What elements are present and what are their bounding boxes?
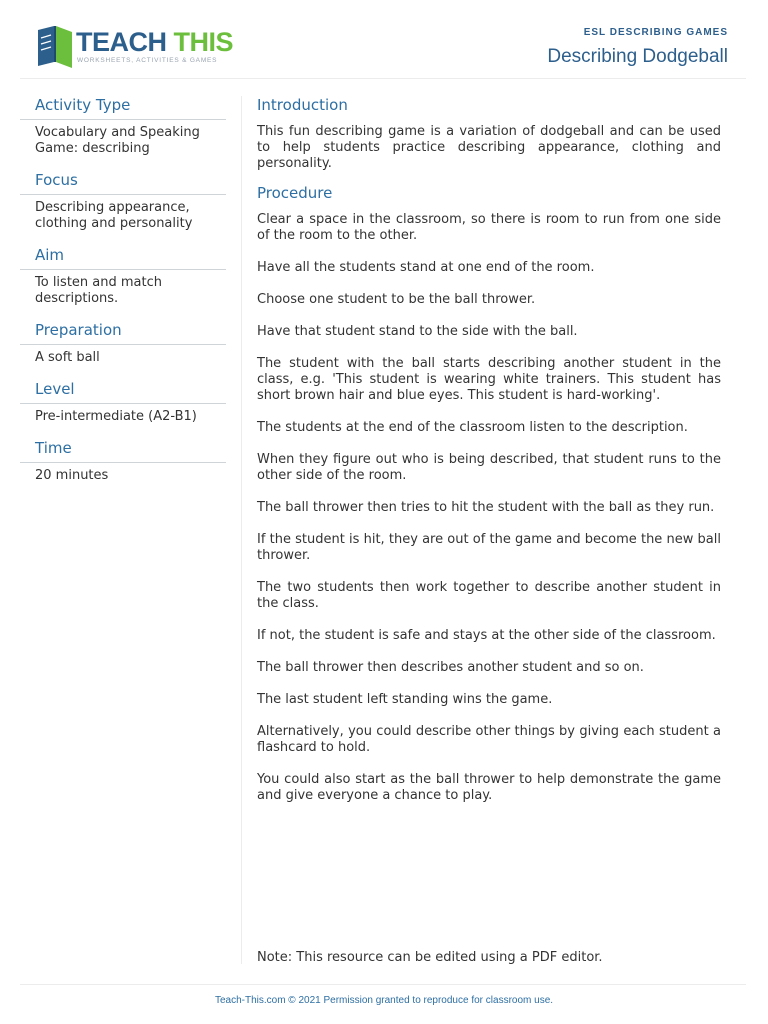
brand-this: THIS [173, 27, 234, 57]
procedure-step: When they figure out who is being described, that student runs to the other side of the room. [257, 452, 721, 483]
header-divider [20, 78, 746, 79]
procedure-step: Have all the students stand at one end of the room. [257, 260, 595, 275]
page-header [0, 0, 768, 80]
category-label: ESL DESCRIBING GAMES [583, 27, 728, 38]
procedure-step: The two students then work together to describe another student in the class. [257, 580, 721, 611]
procedure-heading: Procedure [257, 184, 333, 202]
activity-type-heading: Activity Type [20, 94, 226, 120]
procedure-step: Have that student stand to the side with the ball. [257, 324, 578, 339]
focus-value: Describing appearance, clothing and personality [35, 200, 193, 231]
time-section [20, 437, 226, 484]
activity-type-value: Vocabulary and Speaking Game: describing [35, 125, 200, 156]
focus-heading: Focus [20, 169, 226, 195]
introduction-heading: Introduction [257, 96, 348, 114]
aim-heading: Aim [20, 244, 226, 270]
aim-value: To listen and match descriptions. [35, 275, 162, 306]
time-heading: Time [20, 437, 226, 463]
procedure-step: Alternatively, you could describe other things by giving each student a flashcard to hold. [257, 724, 721, 755]
brand-wordmark [76, 28, 233, 56]
procedure-step: Choose one student to be the ball thrower. [257, 292, 536, 307]
level-section [20, 378, 226, 425]
header-titles [547, 27, 728, 69]
focus-section [20, 169, 226, 232]
level-value: Pre-intermediate (A2-B1) [35, 409, 197, 424]
level-heading: Level [20, 378, 226, 404]
footer-copyright: Teach-This.com © 2021 Permission granted to reproduce for classroom use. [214, 995, 554, 1006]
preparation-value: A soft ball [35, 350, 100, 365]
procedure-step: The ball thrower then tries to hit the student with the ball as they run. [257, 500, 715, 515]
activity-type-section [20, 94, 226, 157]
column-divider [241, 96, 242, 964]
brand-teach: TEACH [76, 27, 167, 57]
main-content [257, 94, 721, 820]
open-book-icon [36, 24, 76, 70]
preparation-section [20, 319, 226, 366]
procedure-step: The last student left standing wins the game. [257, 692, 553, 707]
page-title: Describing Dodgeball [547, 46, 728, 67]
introduction-text: This fun describing game is a variation of dodgeball and can be used to help students practice describing appearance, clothing and personality. [257, 124, 721, 171]
procedure-step: The ball thrower then describes another student and so on. [257, 660, 644, 675]
info-sidebar [20, 94, 226, 496]
brand-tagline: WORKSHEETS, ACTIVITIES & GAMES [77, 57, 218, 64]
preparation-heading: Preparation [20, 319, 226, 345]
editor-note: Note: This resource can be edited using a PDF editor. [257, 950, 603, 965]
brand-logo[interactable] [36, 24, 236, 70]
footer-divider [20, 984, 746, 985]
procedure-step: The student with the ball starts describing another student in the class, e.g. 'This student is wearing white trainers. This student has short brown hair and blue eyes. This student is hard-working'. [257, 356, 721, 403]
procedure-step: Clear a space in the classroom, so there is room to run from one side of the room to the other. [257, 212, 721, 243]
procedure-step: If not, the student is safe and stays at the other side of the classroom. [257, 628, 716, 643]
aim-section [20, 244, 226, 307]
procedure-step: The students at the end of the classroom listen to the description. [257, 420, 688, 435]
time-value: 20 minutes [35, 468, 109, 483]
procedure-step: You could also start as the ball thrower to help demonstrate the game and give everyone a chance to play. [257, 772, 721, 803]
procedure-step: If the student is hit, they are out of the game and become the new ball thrower. [257, 532, 721, 563]
